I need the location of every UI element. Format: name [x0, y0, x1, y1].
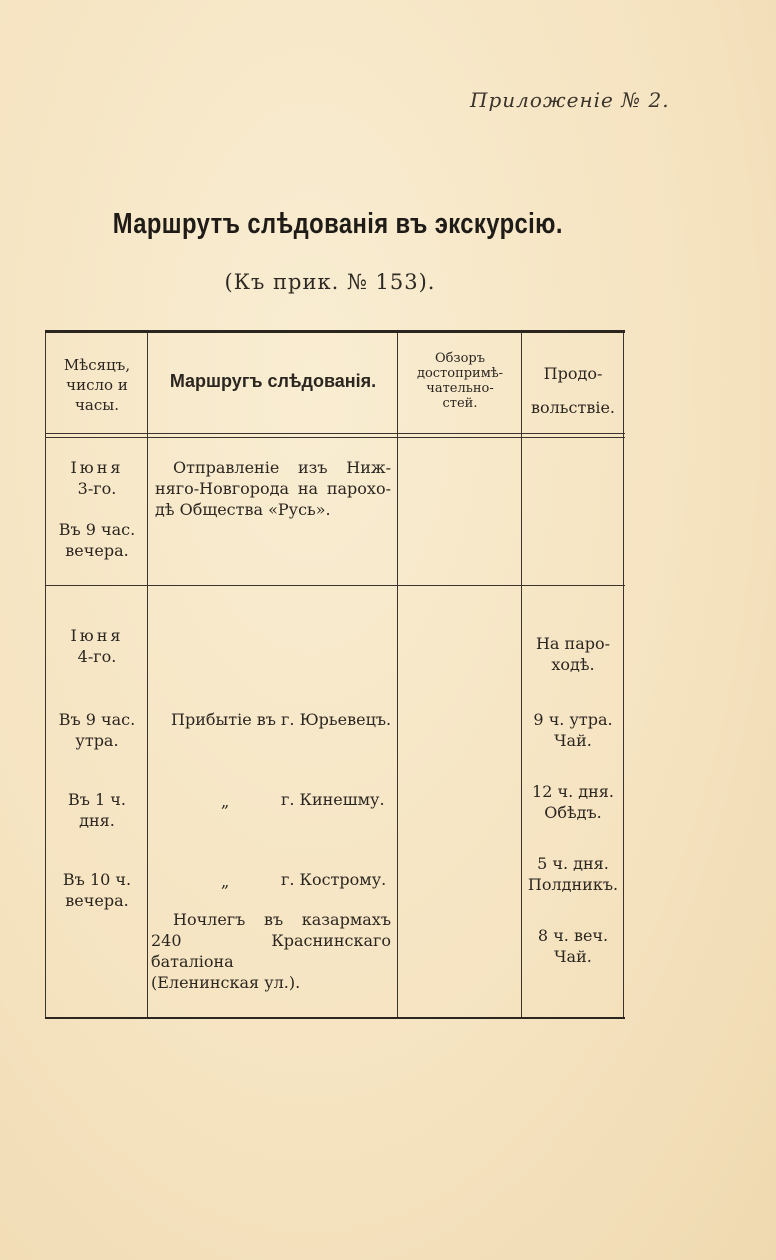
ditto-mark: „ [221, 792, 230, 811]
arrival-food: 9 ч. утра. Чай. [533, 710, 613, 750]
arrival-time: Въ 1 ч. дня. [68, 790, 126, 830]
header-rule [45, 437, 625, 438]
arrival-route: г. Кострому. [281, 870, 387, 889]
appendix-label: Приложенiе № 2. [470, 88, 670, 112]
header-rule [45, 433, 625, 434]
day1-route: Отправленiе изъ Ниж- няго-Новгорода на парохо- дѣ Общества «Русь». [155, 458, 391, 519]
header-food: Продо- вольствiе. [530, 364, 615, 417]
column-divider [521, 333, 522, 1017]
order-reference: (Къ прик. № 153). [224, 270, 436, 294]
column-divider [397, 333, 398, 1017]
day1-date: Iюня 3-го. [70, 458, 124, 498]
day2-food-intro: На паро- ходѣ. [535, 634, 611, 674]
table-border-left [45, 333, 46, 1017]
page-title: Маршрутъ слѣдованiя въ экскурсiю. [112, 208, 563, 240]
row-rule [45, 585, 625, 586]
header-date: Мѣсяцъ, число и часы. [63, 356, 131, 414]
arrival-route: г. Кинешму. [281, 790, 385, 809]
arrival-food: 5 ч. дня. Полдникъ. [527, 854, 619, 894]
header-route: Маршругъ слѣдованiя. [169, 371, 377, 391]
lodging-note: Ночлегъ въ казармахъ 240 Краснинскаго баталiона (Еленинская ул.). [151, 910, 391, 992]
arrival-route: Прибытiе въ г. Юрьевецъ. [171, 710, 392, 729]
evening-food: 8 ч. веч. Чай. [537, 926, 609, 966]
arrival-food: 12 ч. дня. Обѣдъ. [532, 782, 614, 822]
day2-date: Iюня 4-го. [70, 626, 124, 666]
column-divider [147, 333, 148, 1017]
day1-time: Въ 9 час. вечера. [58, 520, 136, 560]
arrival-time: Въ 10 ч. вечера. [62, 870, 132, 910]
table-border-right [623, 333, 624, 1017]
header-sights: Обзоръ достопримѣ- чательно- стей. [416, 351, 504, 411]
arrival-time: Въ 9 час. утра. [58, 710, 136, 750]
route-table [45, 330, 625, 1019]
ditto-mark: „ [221, 872, 230, 891]
